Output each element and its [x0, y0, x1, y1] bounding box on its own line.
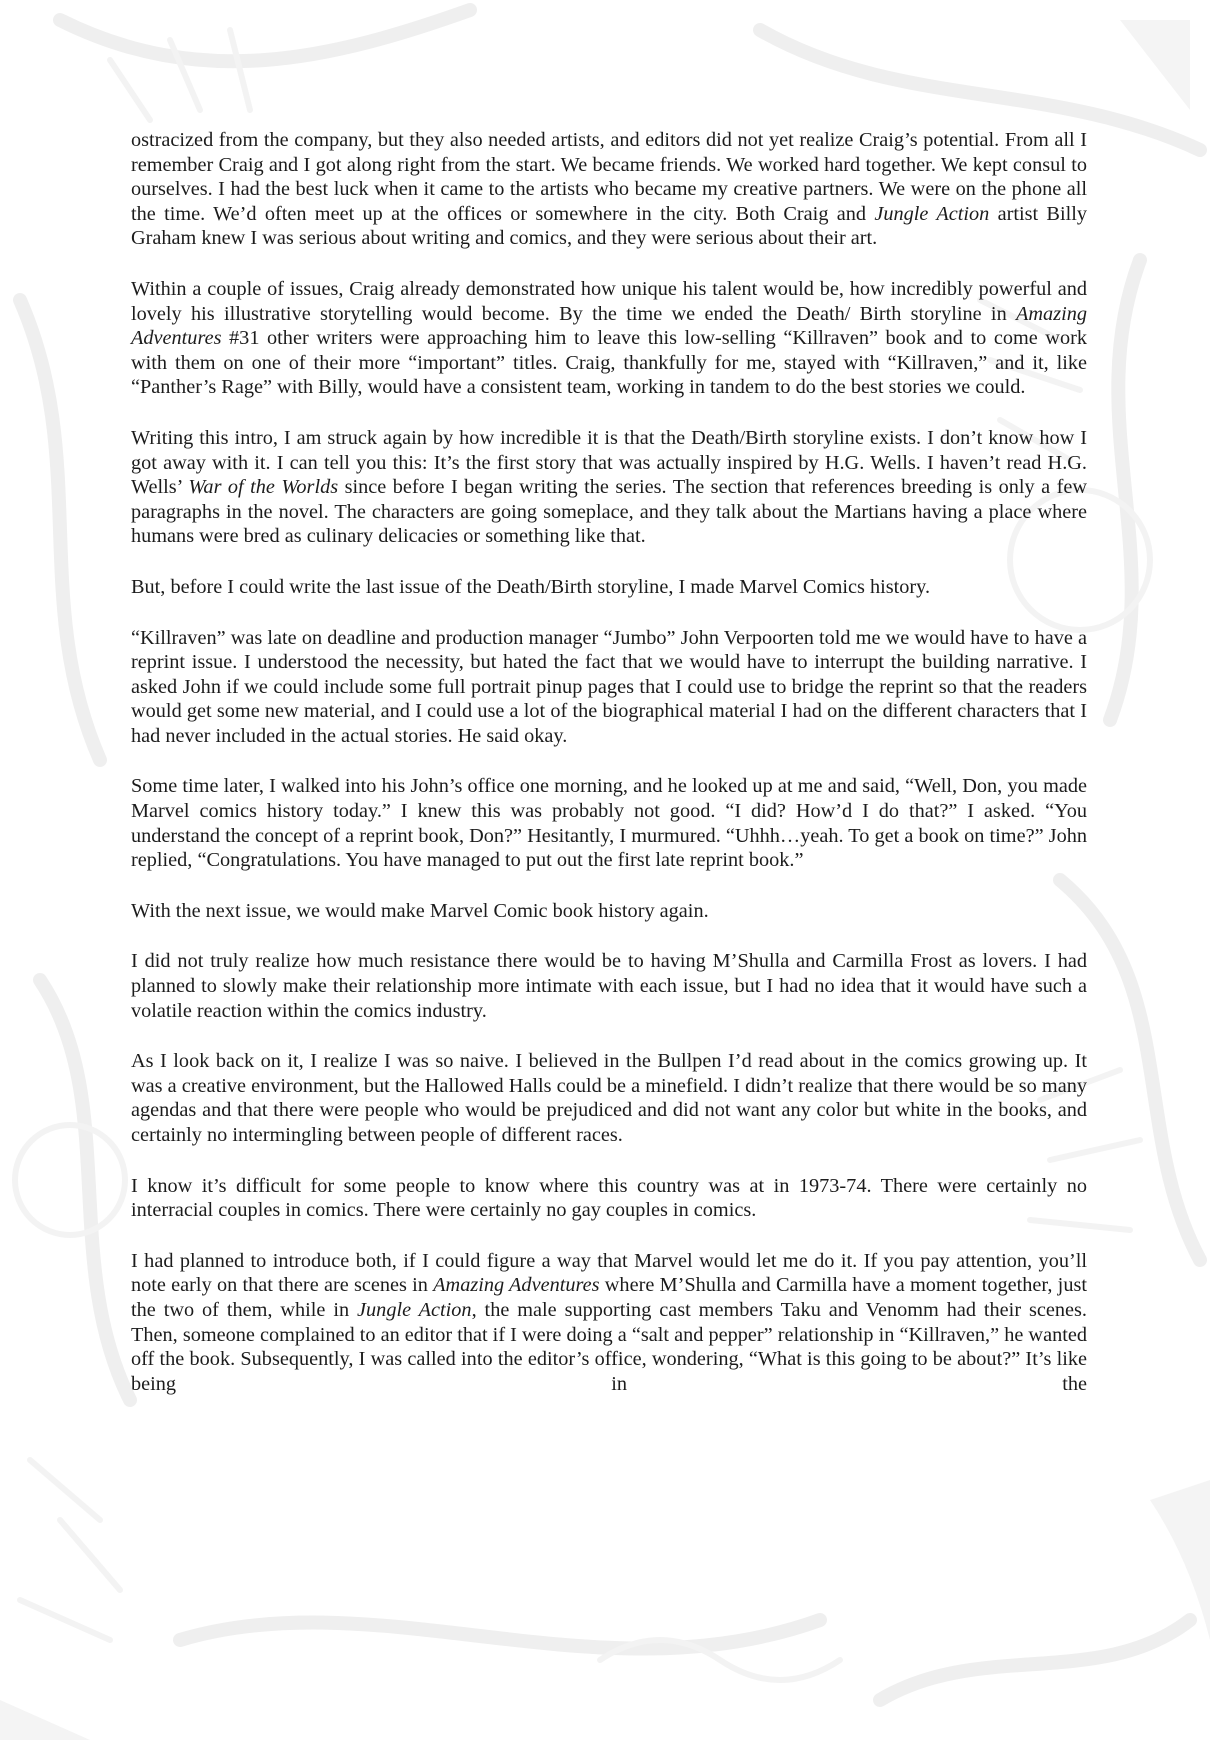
paragraph	[131, 949, 1087, 1023]
text-run: “Killraven” was late on deadline and production manager “Jumbo” John Verpoorten told me we would have to have a reprint issue. I understood the necessity, but hated the fact that we would have to interrupt the building narrative. I asked John if we could include some full portrait pinup pages that I could use to bridge the reprint so that the readers would get some new material, and I could use a lot of the biographical material I had on the different characters that I had never included in the actual stories. He said okay.	[131, 626, 1087, 747]
paragraph	[131, 774, 1087, 872]
text-run: , the male supporting cast members Taku and Venomm had their scenes. Then, someone complained to an editor that if I were doing a “salt and pepper” relationship in “Killraven,” he wanted off the book. Subsequently, I was called into the editor’s office, wondering, “What is this going to be about?” It’s like being in the	[131, 1298, 1087, 1395]
text-run: Within a couple of issues, Craig already demonstrated how unique his talent would be, how incredibly powerful and lovely his illustrative storytelling would become. By the time we ended the Death/ Birth storyline in	[131, 277, 1087, 325]
text-run: since before I began writing the series. The section that references breeding is only a few paragraphs in the novel. The characters are going someplace, and they talk about the Martians having a place where humans were bred as culinary delicacies or something like that.	[131, 476, 1087, 548]
italic-title: Jungle Action	[357, 1298, 472, 1321]
paragraph	[131, 1174, 1087, 1223]
paragraph	[131, 426, 1087, 549]
paragraph	[131, 277, 1087, 400]
text-run: But, before I could write the last issue of the Death/Birth storyline, I made Marvel Comics history.	[131, 575, 931, 598]
paragraph	[131, 899, 1087, 924]
text-run: As I look back on it, I realize I was so naive. I believed in the Bullpen I’d read about in the comics growing up. It was a creative environment, but the Hallowed Halls could be a minefield. I didn’t realize that there would be so many agendas and that there were people who would be prejudiced and did not want any color but white in the books, and certainly no intermingling between people of different races.	[131, 1050, 1087, 1146]
paragraph	[131, 575, 1087, 600]
italic-title: War of the Worlds	[188, 476, 339, 499]
text-run: ostracized from the company, but they also needed artists, and editors did not yet realize Craig’s potential. From all I remember Craig and I got along right from the start. We became friends. We worked hard together. We kept consul to ourselves. I had the best luck when it came to the artists who became my creative partners. We were on the phone all the time. We’d often meet up at the offices or somewhere in the city. Both Craig and	[131, 129, 1087, 225]
paragraph	[131, 1249, 1087, 1397]
italic-title: Amazing Adventures	[433, 1274, 600, 1297]
text-run: Some time later, I walked into his John’s office one morning, and he looked up at me and said, “Well, Don, you made Marvel comics history today.” I knew this was probably not good. “I did? How’d I do that?” I asked. “You understand the concept of a reprint book, Don?” Hesitantly, I murmured. “Uhhh…yeah. To get a book on time?” John replied, “Congratulations. You have managed to put out the first late reprint book.”	[131, 775, 1087, 872]
paragraph	[131, 626, 1087, 749]
article-body	[131, 128, 1087, 1396]
paragraph	[131, 128, 1087, 251]
text-run: I know it’s difficult for some people to know where this country was at in 1973-74. There were certainly no interracial couples in comics. There were certainly no gay couples in comics.	[131, 1174, 1087, 1222]
text-run: Writing this intro, I am struck again by how incredible it is that the Death/Birth storyline exists. I don’t know how I got away with it. I can tell you this: It’s the first story that was actually inspired by H.G. Wells. I haven’t read H.G. Wells’	[131, 426, 1087, 499]
italic-title: Jungle Action	[874, 202, 990, 225]
text-run: where M’Shulla and Carmilla have a moment together, just the two of them, while in	[131, 1274, 1087, 1321]
text-run: I had planned to introduce both, if I could figure a way that Marvel would let me do it. If you pay attention, you’ll note early on that there are scenes in	[131, 1249, 1087, 1297]
text-run: I did not truly realize how much resistance there would be to having M’Shulla and Carmilla Frost as lovers. I had planned to slowly make their relationship more intimate with each issue, but I had no idea that it would have such a volatile reaction within the comics industry.	[131, 950, 1087, 1022]
text-run: With the next issue, we would make Marvel Comic book history again.	[131, 899, 709, 922]
text-run: #31 other writers were approaching him to leave this low-selling “Killraven” book and to come work with them on one of their more “important” titles. Craig, thankfully for me, stayed with “Killraven,” and it, like “Panther’s Rage” with Billy, would have a consistent team, working in tandem to do the best stories we could.	[131, 327, 1087, 399]
italic-title: Amazing Adventures	[131, 302, 1087, 350]
text-run: artist Billy Graham knew I was serious about writing and comics, and they were serious about their art.	[131, 202, 1087, 250]
paragraph	[131, 1049, 1087, 1147]
